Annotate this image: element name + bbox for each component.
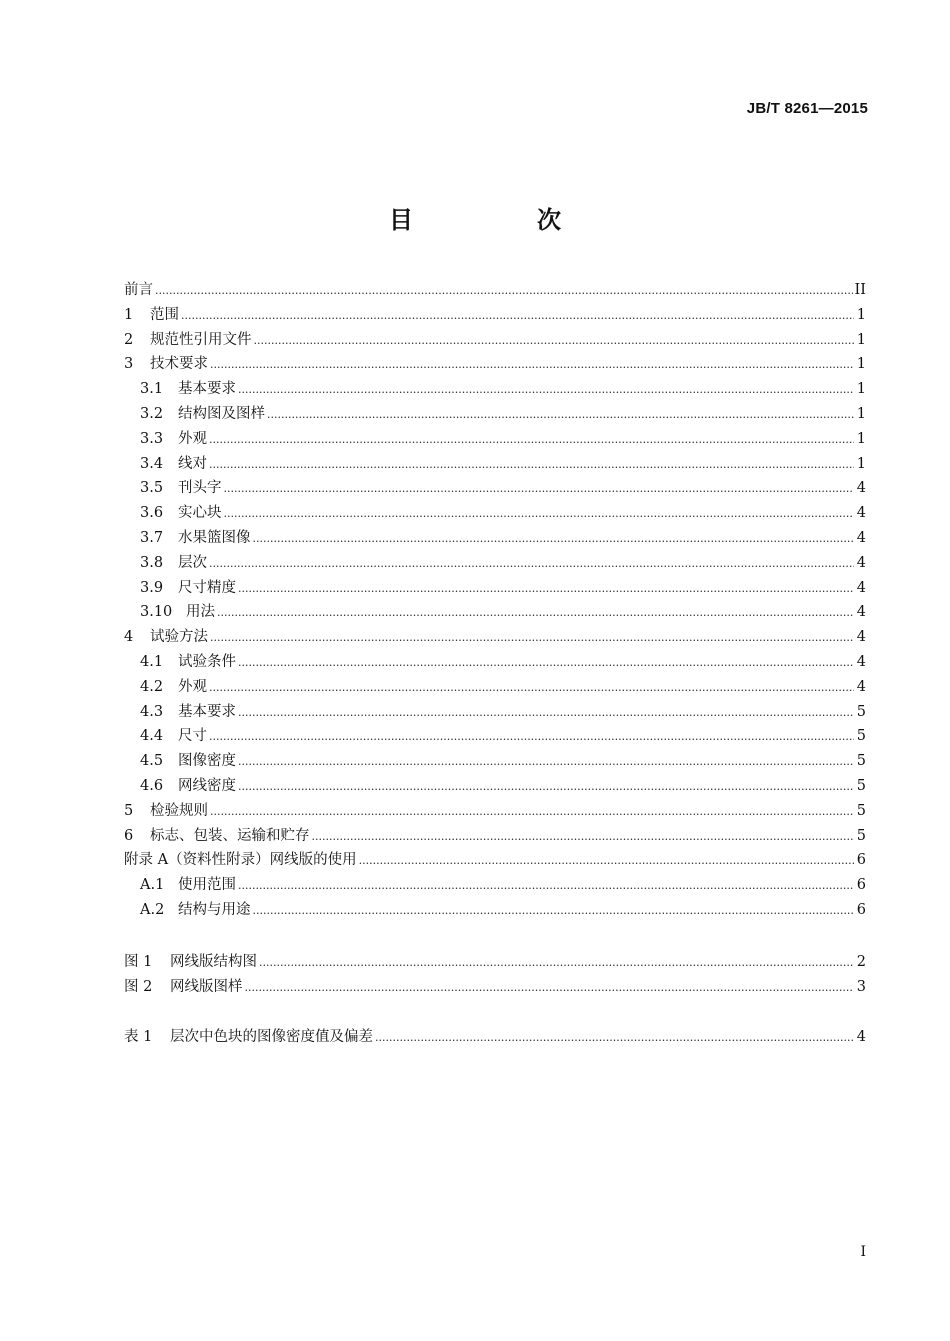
toc-entry-number: 3.4 <box>140 455 164 472</box>
toc-entry-number: 4.5 <box>140 753 164 770</box>
table-entry-page: 4 <box>856 1029 866 1045</box>
toc-entry-page: 4 <box>856 554 866 571</box>
dot-leader <box>253 899 855 924</box>
toc-entry-label: 刊头字 <box>178 480 222 497</box>
toc-entry[interactable] <box>124 526 866 551</box>
toc-entry-number: 4 <box>124 629 134 646</box>
toc-entry[interactable] <box>124 328 866 353</box>
toc-entry-page: 4 <box>856 480 866 497</box>
toc-entry-number: 3.5 <box>140 480 164 497</box>
figure-entry-page: 3 <box>856 978 866 995</box>
toc-entry[interactable] <box>124 700 866 725</box>
toc-entry-page: 1 <box>856 306 866 323</box>
figure-entry-number: 图 1 <box>124 954 153 970</box>
dot-leader <box>155 279 853 304</box>
toc-entry-page: 5 <box>856 703 866 720</box>
dot-leader <box>209 453 854 478</box>
dot-leader <box>210 626 854 651</box>
toc-entry-label: 使用范围 <box>178 877 236 894</box>
toc-entry-page: 5 <box>856 827 866 844</box>
toc-entry[interactable] <box>124 724 866 749</box>
toc-entry-number: 4.3 <box>140 703 164 720</box>
toc-entry-page: 4 <box>856 653 866 670</box>
dot-leader <box>238 874 854 899</box>
toc-entry-number: 3.7 <box>140 529 164 546</box>
table-entry-label: 层次中色块的图像密度值及偏差 <box>170 1029 373 1045</box>
figure-entry-number: 图 2 <box>124 978 153 995</box>
toc-entry-label: 结构图及图样 <box>178 405 265 422</box>
table-list <box>124 1025 866 1050</box>
toc-entry-number: 5 <box>124 802 134 819</box>
dot-leader <box>238 775 854 800</box>
toc-entry-page: 6 <box>856 877 866 894</box>
toc-entry-number: 3.1 <box>140 381 164 398</box>
dot-leader <box>210 353 854 378</box>
dot-leader <box>259 951 854 976</box>
toc-entry-page: 1 <box>856 381 866 398</box>
toc-entry-page: 4 <box>856 579 866 596</box>
toc-entry-page: 4 <box>856 629 866 646</box>
toc-entry-page: 5 <box>856 777 866 794</box>
table-entry-number: 表 1 <box>124 1029 153 1045</box>
dot-leader <box>209 725 854 750</box>
toc-entry[interactable] <box>124 377 866 402</box>
figure-entry-label: 网线版结构图 <box>170 954 257 970</box>
toc-entry-number: 3.9 <box>140 579 164 596</box>
toc-entry-page: 5 <box>856 728 866 745</box>
dot-leader <box>209 676 854 701</box>
toc-entry[interactable] <box>124 452 866 477</box>
toc-entry-number: A.2 <box>140 901 165 918</box>
toc-entry-label: 实心块 <box>178 505 222 522</box>
toc-entry-number: 1 <box>124 306 134 323</box>
figure-entry-label: 网线版图样 <box>170 978 243 995</box>
toc-entry-page: 1 <box>856 405 866 422</box>
toc-entry[interactable] <box>124 799 866 824</box>
toc-entry-number: 3.6 <box>140 505 164 522</box>
toc-entry-label: 结构与用途 <box>178 901 251 918</box>
toc-entry-page: 5 <box>856 802 866 819</box>
figure-entry-page: 2 <box>856 954 866 970</box>
dot-leader <box>238 701 854 726</box>
page-title: 目 次 <box>389 206 611 234</box>
toc-entry-page: 1 <box>856 430 866 447</box>
toc-entry[interactable] <box>124 576 866 601</box>
toc-entry-page: 6 <box>856 901 866 918</box>
toc-entry-number: 3.2 <box>140 405 164 422</box>
toc-entry-label: 网线密度 <box>178 777 236 794</box>
document-code: JB/T 8261—2015 <box>746 100 868 117</box>
dot-leader <box>312 825 855 850</box>
table-entry[interactable] <box>124 1025 866 1050</box>
dot-leader <box>210 800 854 825</box>
dot-leader <box>238 577 854 602</box>
toc-entry-label: 试验方法 <box>150 629 208 646</box>
figure-entry[interactable] <box>124 975 866 1000</box>
toc-entry[interactable] <box>124 774 866 799</box>
toc-entry-label: 外观 <box>178 430 207 447</box>
dot-leader <box>209 428 854 453</box>
toc-entry[interactable] <box>124 427 866 452</box>
dot-leader <box>267 403 854 428</box>
toc-entry[interactable] <box>124 303 866 328</box>
toc-entry[interactable] <box>124 278 866 303</box>
figure-list <box>124 950 866 1000</box>
toc-entry-label: 前言 <box>124 282 153 298</box>
dot-leader <box>254 329 855 354</box>
toc-entry[interactable] <box>124 650 866 675</box>
toc-entry-page: 4 <box>856 529 866 546</box>
dot-leader <box>359 849 854 874</box>
figure-entry[interactable] <box>124 950 866 975</box>
toc-entry-number: 3.3 <box>140 430 164 447</box>
dot-leader <box>238 750 854 775</box>
toc-entry-label: 基本要求 <box>178 381 236 398</box>
toc-entry-label: 线对 <box>178 455 207 472</box>
dot-leader <box>245 976 855 1001</box>
toc-entry-label: 用法 <box>186 604 215 621</box>
toc-entry-number: 6 <box>124 827 134 844</box>
page-number: I <box>860 1244 866 1260</box>
toc-entry-number: 4.2 <box>140 678 164 695</box>
toc-entry-page: 1 <box>856 356 866 373</box>
toc-entry-page: 6 <box>856 852 866 869</box>
toc-entry-number: 4.1 <box>140 653 164 670</box>
dot-leader <box>224 502 855 527</box>
toc-entry-label: 尺寸精度 <box>178 579 236 596</box>
toc-entry[interactable] <box>124 749 866 774</box>
toc-entry[interactable] <box>124 600 866 625</box>
toc-entry-label: 水果篮图像 <box>178 529 251 546</box>
toc-entry-number: 2 <box>124 331 134 348</box>
dot-leader <box>238 651 854 676</box>
toc-entry-number: 4.6 <box>140 777 164 794</box>
toc-entry-label: 尺寸 <box>178 728 207 745</box>
toc-list <box>124 278 866 923</box>
toc-entry-label: 附录 A（资料性附录）网线版的使用 <box>124 852 357 869</box>
toc-entry[interactable] <box>124 873 866 898</box>
toc-entry-number: A.1 <box>140 877 165 894</box>
toc-entry-label: 基本要求 <box>178 703 236 720</box>
toc-entry-page: 5 <box>856 753 866 770</box>
toc-entry-page: 1 <box>856 455 866 472</box>
dot-leader <box>238 378 854 403</box>
toc-entry-page: 4 <box>856 604 866 621</box>
toc-entry-label: 外观 <box>178 678 207 695</box>
toc-entry-page: 4 <box>856 678 866 695</box>
toc-entry-number: 3 <box>124 356 134 373</box>
toc-entry-label: 规范性引用文件 <box>150 331 252 348</box>
toc-entry[interactable] <box>124 824 866 849</box>
toc-entry-label: 检验规则 <box>150 802 208 819</box>
toc-entry-label: 标志、包装、运输和贮存 <box>150 827 310 844</box>
dot-leader <box>253 527 855 552</box>
toc-entry[interactable] <box>124 352 866 377</box>
toc-entry-label: 技术要求 <box>150 356 208 373</box>
toc-entry-page: 4 <box>856 505 866 522</box>
toc-entry[interactable] <box>124 675 866 700</box>
dot-leader <box>181 304 854 329</box>
toc-entry-number: 3.10 <box>140 604 173 621</box>
toc-entry-number: 4.4 <box>140 728 164 745</box>
toc-entry[interactable] <box>124 625 866 650</box>
toc-entry[interactable] <box>124 501 866 526</box>
toc-entry[interactable] <box>124 402 866 427</box>
toc-entry-page: II <box>854 282 866 298</box>
toc-entry[interactable] <box>124 476 866 501</box>
toc-entry[interactable] <box>124 551 866 576</box>
toc-entry-page: 1 <box>856 331 866 348</box>
toc-entry-label: 图像密度 <box>178 753 236 770</box>
toc-entry-label: 范围 <box>150 306 179 323</box>
dot-leader <box>375 1026 854 1051</box>
toc-entry-number: 3.8 <box>140 554 164 571</box>
dot-leader <box>217 601 854 626</box>
toc-entry-label: 层次 <box>178 554 207 571</box>
toc-entry[interactable] <box>124 898 866 923</box>
dot-leader <box>209 552 854 577</box>
toc-entry[interactable] <box>124 848 866 873</box>
toc-entry-label: 试验条件 <box>178 653 236 670</box>
dot-leader <box>224 477 855 502</box>
